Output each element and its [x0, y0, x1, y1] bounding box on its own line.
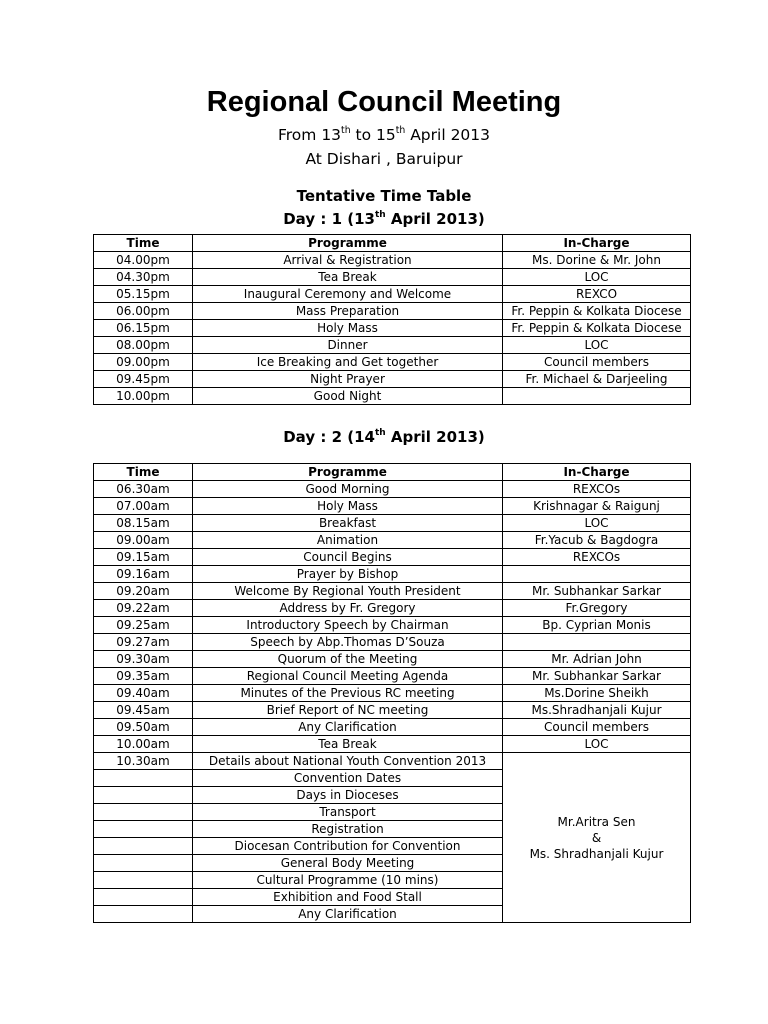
table-row — [94, 303, 691, 320]
timetable-subtitle: Tentative Time Table — [296, 187, 472, 205]
time-cell: 08.15am — [94, 515, 193, 532]
incharge-line: Mr.Aritra Sen — [557, 814, 636, 829]
programme-cell: Mass Preparation — [193, 303, 503, 320]
programme-cell: Exhibition and Food Stall — [193, 889, 503, 906]
incharge-cell: Fr.Yacub & Bagdogra — [503, 532, 691, 549]
programme-cell: Night Prayer — [193, 371, 503, 388]
column-header-time: Time — [94, 464, 193, 481]
incharge-cell: Mr. Subhankar Sarkar — [503, 668, 691, 685]
table-row — [94, 736, 691, 753]
incharge-cell: Ms.Dorine Sheikh — [503, 685, 691, 702]
table-row — [94, 719, 691, 736]
programme-cell: Transport — [193, 804, 503, 821]
programme-cell: Diocesan Contribution for Convention — [193, 838, 503, 855]
time-cell: 09.45am — [94, 702, 193, 719]
time-cell: 10.00pm — [94, 388, 193, 405]
incharge-cell: Fr.Gregory — [503, 600, 691, 617]
time-cell: 09.16am — [94, 566, 193, 583]
table-row — [94, 651, 691, 668]
incharge-cell: Fr. Peppin & Kolkata Diocese — [503, 320, 691, 337]
table-row — [94, 583, 691, 600]
time-cell: 09.00pm — [94, 354, 193, 371]
incharge-cell: Ms. Dorine & Mr. John — [503, 252, 691, 269]
programme-cell: Regional Council Meeting Agenda — [193, 668, 503, 685]
table-row — [94, 498, 691, 515]
incharge-cell: Council members — [503, 719, 691, 736]
table-row — [94, 753, 691, 770]
programme-cell: Details about National Youth Convention 2013 — [193, 753, 503, 770]
programme-cell: Dinner — [193, 337, 503, 354]
time-cell — [94, 889, 193, 906]
incharge-cell: Council members — [503, 354, 691, 371]
incharge-cell: LOC — [503, 337, 691, 354]
incharge-cell: Mr. Adrian John — [503, 651, 691, 668]
programme-cell: General Body Meeting — [193, 855, 503, 872]
incharge-cell: Bp. Cyprian Monis — [503, 617, 691, 634]
programme-cell: Brief Report of NC meeting — [193, 702, 503, 719]
incharge-cell — [503, 388, 691, 405]
programme-cell: Ice Breaking and Get together — [193, 354, 503, 371]
programme-cell: Cultural Programme (10 mins) — [193, 872, 503, 889]
incharge-line: & — [591, 830, 602, 845]
incharge-cell: LOC — [503, 736, 691, 753]
time-cell: 06.15pm — [94, 320, 193, 337]
table-row — [94, 617, 691, 634]
table-row — [94, 371, 691, 388]
column-header-programme: Programme — [193, 464, 503, 481]
time-cell — [94, 872, 193, 889]
programme-cell: Animation — [193, 532, 503, 549]
programme-cell: Introductory Speech by Chairman — [193, 617, 503, 634]
convention-incharge-cell — [503, 753, 691, 923]
time-cell: 09.50am — [94, 719, 193, 736]
programme-cell: Convention Dates — [193, 770, 503, 787]
time-cell: 04.30pm — [94, 269, 193, 286]
time-cell: 09.35am — [94, 668, 193, 685]
programme-cell: Minutes of the Previous RC meeting — [193, 685, 503, 702]
table-row — [94, 702, 691, 719]
programme-cell: Welcome By Regional Youth President — [193, 583, 503, 600]
time-cell: 09.22am — [94, 600, 193, 617]
time-cell: 08.00pm — [94, 337, 193, 354]
date-range: From 13th to 15th April 2013 — [277, 124, 491, 144]
incharge-cell: Krishnagar & Raigunj — [503, 498, 691, 515]
table-row — [94, 685, 691, 702]
time-cell: 10.30am — [94, 753, 193, 770]
table-row — [94, 269, 691, 286]
programme-cell: Days in Dioceses — [193, 787, 503, 804]
programme-cell: Quorum of the Meeting — [193, 651, 503, 668]
column-header-incharge: In-Charge — [503, 464, 691, 481]
table-row — [94, 354, 691, 371]
day1-table — [93, 234, 691, 405]
table-header-row — [94, 235, 691, 252]
incharge-line: Ms. Shradhanjali Kujur — [529, 846, 664, 861]
programme-cell: Council Begins — [193, 549, 503, 566]
programme-cell: Good Night — [193, 388, 503, 405]
table-row — [94, 668, 691, 685]
time-cell: 09.00am — [94, 532, 193, 549]
table-row — [94, 634, 691, 651]
programme-cell: Tea Break — [193, 269, 503, 286]
programme-cell: Address by Fr. Gregory — [193, 600, 503, 617]
time-cell — [94, 838, 193, 855]
time-cell: 09.15am — [94, 549, 193, 566]
incharge-cell: Ms.Shradhanjali Kujur — [503, 702, 691, 719]
time-cell — [94, 770, 193, 787]
venue: At Dishari , Baruipur — [305, 150, 463, 168]
time-cell: 07.00am — [94, 498, 193, 515]
programme-cell: Arrival & Registration — [193, 252, 503, 269]
time-cell: 09.27am — [94, 634, 193, 651]
incharge-cell: LOC — [503, 269, 691, 286]
page-title: Regional Council Meeting — [206, 86, 562, 118]
programme-cell: Prayer by Bishop — [193, 566, 503, 583]
programme-cell: Holy Mass — [193, 320, 503, 337]
day2-heading: Day : 2 (14th April 2013) — [283, 428, 485, 446]
table-row — [94, 388, 691, 405]
day1-heading: Day : 1 (13th April 2013) — [283, 210, 485, 228]
programme-cell: Any Clarification — [193, 719, 503, 736]
table-row — [94, 337, 691, 354]
incharge-cell: REXCO — [503, 286, 691, 303]
time-cell: 09.40am — [94, 685, 193, 702]
time-cell — [94, 804, 193, 821]
incharge-cell: Fr. Michael & Darjeeling — [503, 371, 691, 388]
programme-cell: Speech by Abp.Thomas D’Souza — [193, 634, 503, 651]
table-row — [94, 549, 691, 566]
time-cell: 09.25am — [94, 617, 193, 634]
programme-cell: Inaugural Ceremony and Welcome — [193, 286, 503, 303]
column-header-incharge: In-Charge — [503, 235, 691, 252]
time-cell: 06.30am — [94, 481, 193, 498]
programme-cell: Any Clarification — [193, 906, 503, 923]
table-row — [94, 566, 691, 583]
incharge-cell — [503, 566, 691, 583]
column-header-time: Time — [94, 235, 193, 252]
incharge-cell: REXCOs — [503, 481, 691, 498]
table-row — [94, 320, 691, 337]
time-cell: 06.00pm — [94, 303, 193, 320]
programme-cell: Good Morning — [193, 481, 503, 498]
incharge-cell — [503, 634, 691, 651]
programme-cell: Holy Mass — [193, 498, 503, 515]
time-cell: 04.00pm — [94, 252, 193, 269]
time-cell: 05.15pm — [94, 286, 193, 303]
incharge-cell: Mr. Subhankar Sarkar — [503, 583, 691, 600]
table-row — [94, 252, 691, 269]
programme-cell: Breakfast — [193, 515, 503, 532]
column-header-programme: Programme — [193, 235, 503, 252]
programme-cell: Registration — [193, 821, 503, 838]
time-cell — [94, 906, 193, 923]
day2-table — [93, 463, 691, 923]
table-row — [94, 515, 691, 532]
time-cell: 09.30am — [94, 651, 193, 668]
incharge-cell: LOC — [503, 515, 691, 532]
incharge-cell: Fr. Peppin & Kolkata Diocese — [503, 303, 691, 320]
time-cell: 10.00am — [94, 736, 193, 753]
table-row — [94, 532, 691, 549]
time-cell: 09.20am — [94, 583, 193, 600]
table-row — [94, 600, 691, 617]
incharge-cell: REXCOs — [503, 549, 691, 566]
table-row — [94, 481, 691, 498]
time-cell — [94, 821, 193, 838]
programme-cell: Tea Break — [193, 736, 503, 753]
time-cell — [94, 787, 193, 804]
time-cell — [94, 855, 193, 872]
table-header-row — [94, 464, 691, 481]
table-row — [94, 286, 691, 303]
time-cell: 09.45pm — [94, 371, 193, 388]
